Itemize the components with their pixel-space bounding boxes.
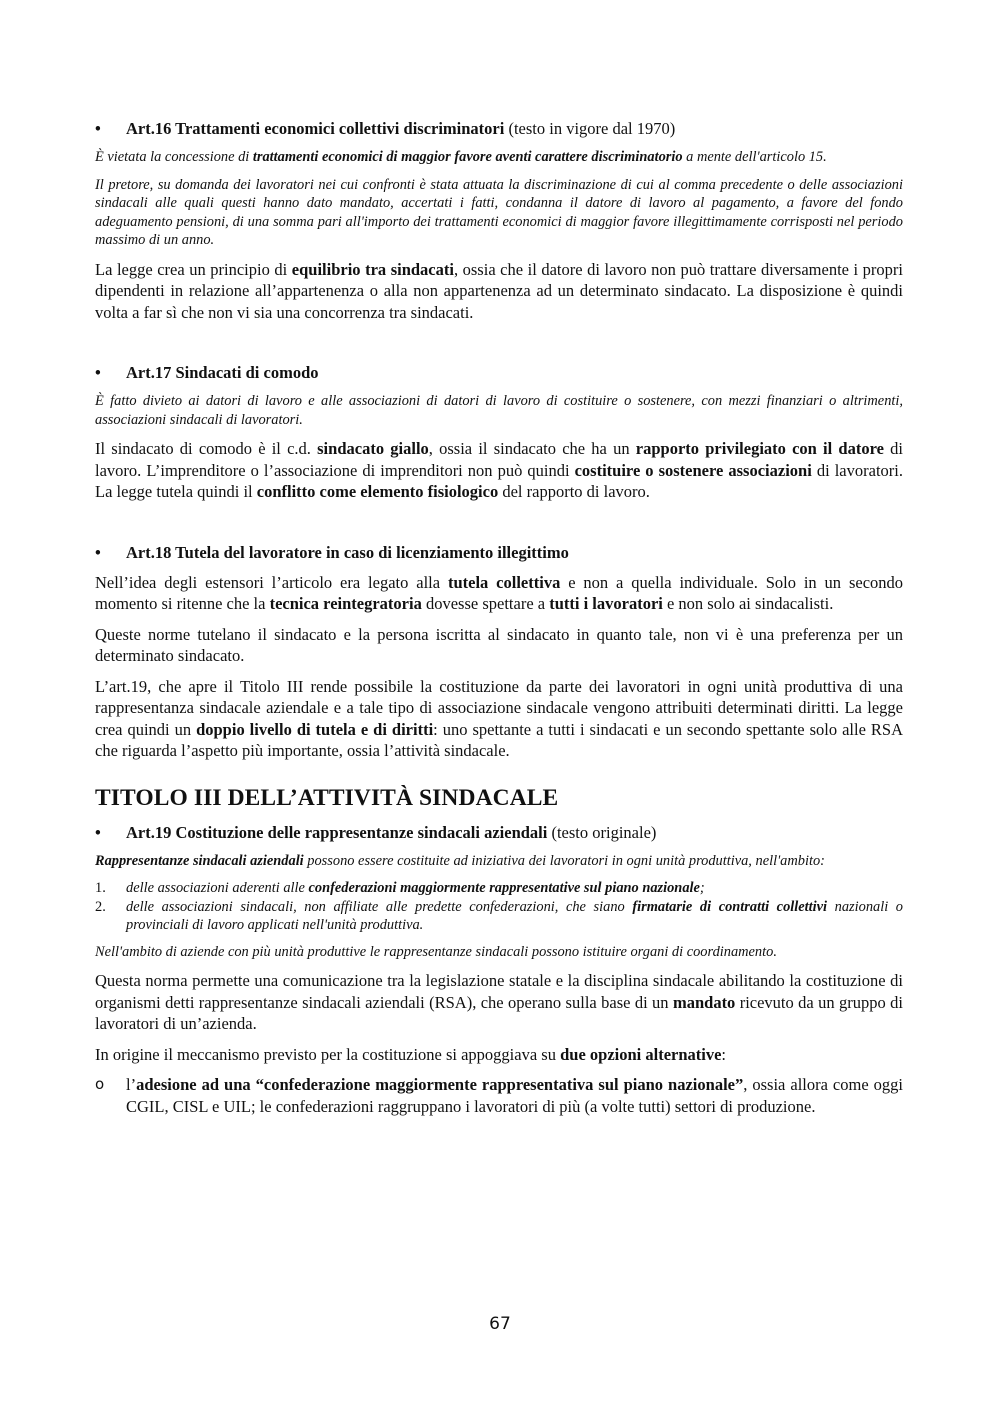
text-run: : [721, 1044, 727, 1064]
art17-law-paragraph: È fatto divieto ai datori di lavoro e alle associazioni di datori di lavoro di costituire o sostenere, con mezzi finanziari o altrimenti, associazioni sindacali di lavoratori. [95, 393, 903, 428]
list-item [95, 898, 903, 935]
text-run: ricevuto da un gruppo di lavoratori di un’azienda. [95, 992, 904, 1033]
option-item [95, 1074, 903, 1117]
art19-commentary-2 [95, 1044, 903, 1066]
text-run: Questa norma permette una comunicazione tra la legislazione statale e la disciplina sindacale abilitando la costituzione di organismi detti rappresentanze sindacali aziendali (RSA), che operano sulla base di un [95, 971, 903, 1012]
text-run: , ossia che il datore di lavoro non può trattare diversamente i propri dipendenti in relazione all’appartenenza o alla non appartenenza ad un determinato sindacato. La disposizione è quindi volta a far sì che non vi sia una concorrenza tra sindacati. [95, 259, 903, 322]
bold-run: mandato [672, 992, 736, 1012]
art19-commentary-1 [95, 970, 903, 1035]
bold-run: conflitto come elemento fisiologico [256, 482, 499, 501]
bold-run: trattamenti economici di maggior favore aventi carattere discriminatorio [252, 149, 683, 165]
art18-commentary-2: Queste norme tutelano il sindacato e la persona iscritta al sindacato in quanto tale, non vi è una preferenza per un determinato sindacato. [95, 624, 903, 665]
art16-commentary [95, 259, 903, 324]
text-run: Il sindacato di comodo è il c.d. [95, 439, 318, 458]
art19-numbered-list [95, 879, 903, 935]
circle-bullet-icon: o [95, 1075, 105, 1093]
art16-law-paragraph-2: Il pretore, su domanda dei lavoratori nei cui confronti è stata attuata la discriminazione di cui al comma precedente o delle associazioni sindacali alle quali questi hanno dato mandato, accertati i fatti, condanna il datore di lavoro al pagamento, a favore del fondo adeguamento pensioni, di una somma pari all'importo dei trattamenti economici di maggior favore illegittimamente corrisposti nel periodo massimo di un anno. [95, 176, 903, 248]
art16-heading-bold: Art.16 Trattamenti economici collettivi discriminatori [126, 119, 505, 138]
art19-heading [95, 822, 903, 844]
art16-heading-note: (testo in vigore dal 1970) [504, 119, 676, 138]
section-spacer [95, 512, 903, 542]
bold-run: due opzioni alternative [560, 1044, 722, 1064]
list-item [95, 879, 903, 898]
text-run: dovesse spettare a [421, 594, 550, 613]
art18-commentary-1 [95, 572, 903, 615]
art19-law-paragraph-1 [95, 852, 903, 871]
text-run: , ossia allora come oggi CGIL, CISL e UIL; le confederazioni raggruppano i lavoratori di più (a volte tutti) settori di produzione. [126, 1075, 903, 1116]
art18-heading [95, 542, 903, 564]
text-run: delle associazioni sindacali, non affiliate alle predette confederazioni, che siano [126, 898, 633, 915]
section-spacer [95, 332, 903, 362]
text-run: La legge crea un principio di [95, 259, 292, 279]
document-page [95, 118, 903, 1117]
art19-law-paragraph-2: Nell'ambito di aziende con più unità produttive le rappresentanze sindacali possono istituire organi di coordinamento. [95, 943, 777, 960]
art18-heading-bold: Art.18 Tutela del lavoratore in caso di licenziamento illegittimo [126, 542, 569, 562]
text-run: In origine il meccanismo previsto per la costituzione si appoggiava su [95, 1044, 561, 1064]
text-run: del rapporto di lavoro. [498, 482, 650, 501]
text-run: È vietata la concessione di [95, 149, 253, 165]
text-run: Nell’idea degli estensori l’articolo era legato alla [95, 572, 448, 592]
text-run: ; [699, 880, 705, 896]
art19-heading-bold: Art.19 Costituzione delle rappresentanze sindacali aziendali [126, 822, 548, 842]
bold-run: costituire o sostenere associazioni [574, 460, 812, 480]
text-run: di lavoro. L’imprenditore o l’associazione di imprenditori non può quindi [95, 439, 904, 480]
text-run: L’art.19, che apre il Titolo III rende possibile la costituzione da parte dei lavoratori in ogni unità produttiva di una rappresentanza sindacale aziendale e a tale tipo di associazione sindacale vengono attribuiti determinati diritti. La legge crea quindi un [95, 676, 903, 739]
text-run: : uno spettante a tutti i sindacati e un secondo spettante solo alle RSA che riguarda l’aspetto più importante, ossia l’attività sindacale. [95, 719, 903, 760]
bold-run: doppio livello di tutela e di diritti [196, 719, 434, 739]
art17-commentary [95, 438, 903, 503]
text-run: e non a quella individuale. Solo in un secondo momento si ritenne che la [95, 572, 904, 613]
art16-law-paragraph-1 [95, 148, 903, 167]
list-number: 1. [95, 880, 106, 896]
art17-heading-bold: Art.17 Sindacati di comodo [126, 363, 319, 382]
bold-run: Rappresentanze sindacali aziendali [95, 852, 304, 869]
text-run: di lavoratori. La legge tutela quindi il [95, 460, 903, 501]
bold-run: tecnica reintegratoria [269, 594, 422, 613]
text-run: a mente dell'articolo 15. [682, 149, 827, 165]
text-run: , ossia il sindacato che ha un [428, 439, 636, 458]
art18-commentary-3 [95, 676, 903, 762]
bold-run: confederazioni maggiormente rappresentative sul piano nazionale [308, 880, 700, 896]
text-run: l’ [126, 1075, 137, 1094]
page-number: 67 [489, 1314, 511, 1334]
section-title: TITOLO III DELL’ATTIVITÀ SINDACALE [95, 784, 559, 811]
art16-heading [95, 118, 903, 140]
list-number: 2. [95, 898, 106, 915]
bold-run: adesione ad una “confederazione maggiormente rappresentativa sul piano nazionale” [136, 1075, 744, 1094]
bold-run: rapporto privilegiato con il datore [635, 439, 884, 458]
bold-run: tutela collettiva [447, 572, 561, 592]
text-run: possono essere costituite ad iniziativa dei lavoratori in ogni unità produttiva, nell'ambito: [303, 852, 825, 869]
text-run: e non solo ai sindacalisti. [662, 594, 834, 613]
bold-run: tutti i lavoratori [549, 594, 663, 613]
bold-run: equilibrio tra sindacati [291, 259, 454, 279]
text-run: nazionali o provinciali di lavoro applicati nell'unità produttiva. [126, 898, 904, 933]
text-run: delle associazioni aderenti alle [126, 880, 309, 896]
art19-heading-note: (testo originale) [547, 822, 657, 842]
bold-run: sindacato giallo [317, 439, 429, 458]
art17-heading [95, 362, 903, 384]
bold-run: firmatarie di contratti collettivi [632, 898, 828, 915]
